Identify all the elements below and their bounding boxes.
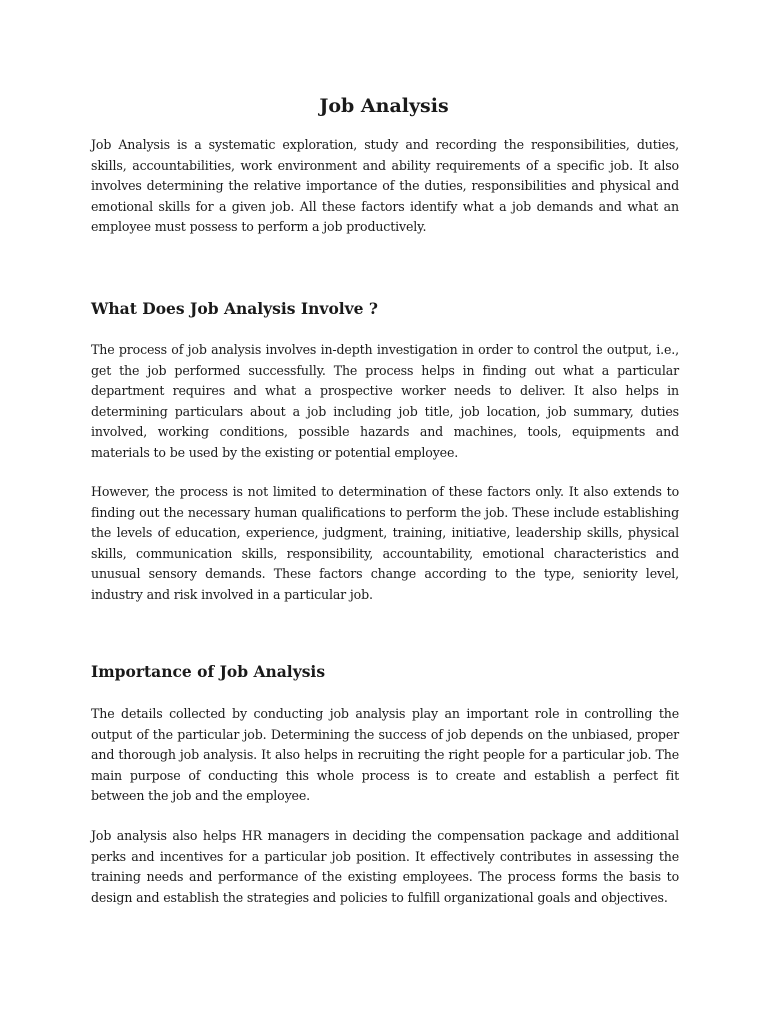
paragraph-involve-2: However, the process is not limited to determination of these factors only. It also extends to finding out the necessary human qualifications to perform the job. These include establishing the levels of education, experience, judgment, training, initiative, leadership skills, physical skills, communication skills, responsibility, accountability, emotional characteristics and unusual sensory demands. These factors change according to the type, seniority level, industry and risk involved in a particular job. — [91, 484, 679, 602]
section-heading-importance: Importance of Job Analysis — [91, 662, 326, 681]
intro-paragraph: Job Analysis is a systematic exploration, study and recording the responsibilities, duties, skills, accountabilities, work environment and ability requirements of a specific job. It also involves determining the relative importance of the duties, responsibilities and physical and emotional skills for a given job. All these factors identify what a job demands and what an employee must possess to perform a job productively. — [91, 137, 679, 235]
section-heading-involve: What Does Job Analysis Involve ? — [91, 299, 379, 318]
paragraph-importance-1: The details collected by conducting job analysis play an important role in controlling the output of the particular job. Determining the success of job depends on the unbiased, proper and thorough job analysis. It also helps in recruiting the right people for a particular job. The main purpose of conducting this whole process is to create and establish a perfect fit between the job and the employee. — [91, 706, 679, 804]
page-title: Job Analysis — [319, 95, 449, 117]
paragraph-importance-2: Job analysis also helps HR managers in deciding the compensation package and additional perks and incentives for a particular job position. It effectively contributes in assessing the training needs and performance of the existing employees. The process forms the basis to design and establish the strategies and policies to fulfill organizational goals and objectives. — [91, 828, 679, 905]
paragraph-involve-1: The process of job analysis involves in-depth investigation in order to control the output, i.e., get the job performed successfully. The process helps in finding out what a particular department requires and what a prospective worker needs to deliver. It also helps in determining particulars about a job including job title, job location, job summary, duties involved, working conditions, possible hazards and machines, tools, equipments and materials to be used by the existing or potential employee. — [91, 342, 679, 460]
